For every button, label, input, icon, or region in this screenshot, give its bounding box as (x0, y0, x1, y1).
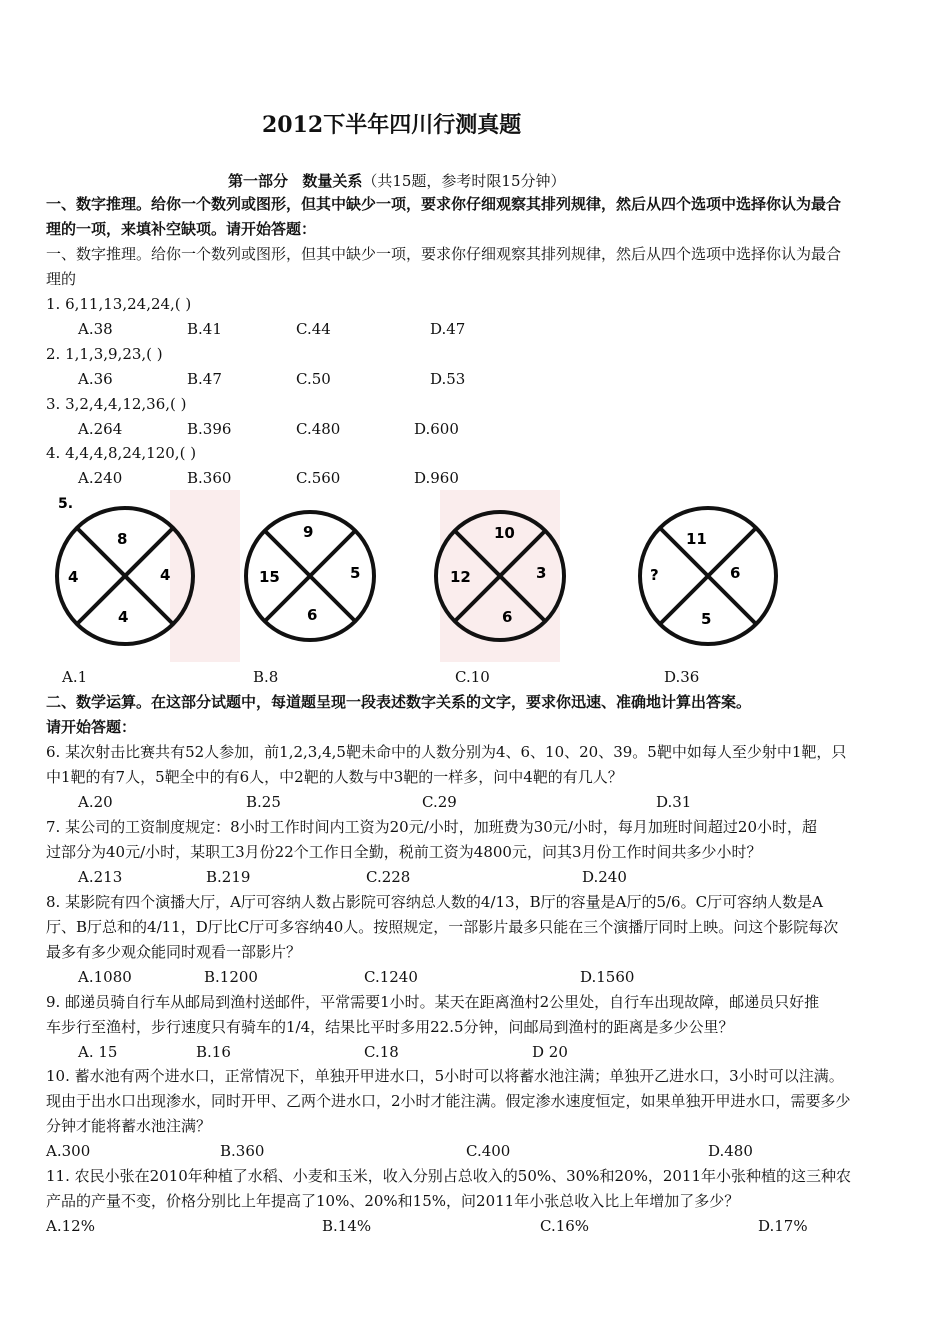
part1-instruction-plain-1: 一、数字推理。给你一个数列或图形，但其中缺少一项，要求你仔细观察其排列规律，然后从四个选项中选择你认为最合 (46, 245, 842, 263)
q11-option-d: D.17% (758, 1217, 808, 1235)
q5-option-d: D.36 (664, 668, 700, 686)
circle-2-left: 15 (259, 568, 280, 586)
circle-1-left: 4 (68, 568, 79, 586)
circle-2-right: 5 (350, 564, 361, 582)
q2-option-b: B.47 (187, 370, 222, 388)
page-title: 2012下半年四川行测真题 (262, 112, 522, 138)
q2-option-c: C.50 (296, 370, 331, 388)
section-heading (228, 170, 566, 191)
q4-option-a: A.240 (78, 469, 123, 487)
circle-1-top: 8 (117, 530, 128, 548)
q8-option-c: C.1240 (364, 968, 418, 986)
q2-option-d: D.53 (430, 370, 466, 388)
part2-instruction-2: 请开始答题： (46, 718, 137, 736)
circle-4-right: 6 (730, 564, 741, 582)
section-note: （共15题，参考时限15分钟） (362, 172, 566, 190)
q8-option-b: B.1200 (204, 968, 258, 986)
q10-option-c: C.400 (466, 1142, 511, 1160)
q4-option-c: C.560 (296, 469, 341, 487)
q8-option-a: A.1080 (78, 968, 132, 986)
q9-line-2: 车步行至渔村，步行速度只有骑车的1/4，结果比平时多用22.5分钟，问邮局到渔村的距离是多少公里？ (46, 1018, 734, 1036)
q11-option-c: C.16% (540, 1217, 590, 1235)
q7-line-1: 7. 某公司的工资制度规定：8小时工作时间内工资为20元/小时，加班费为30元/小时，每月加班时间超过20小时，超 (46, 818, 817, 836)
q11-line-1: 11. 农民小张在2010年种植了水稻、小麦和玉米，收入分别占总收入的50%、30%和20%，2011年小张种植的这三种农 (46, 1167, 851, 1185)
q5-option-a: A.1 (62, 668, 88, 686)
q7-line-2: 过部分为40元/小时，某职工3月份22个工作日全勤，税前工资为4800元，问其3月份工作时间共多少小时？ (46, 843, 762, 861)
q1-option-b: B.41 (187, 320, 222, 338)
q1-option-a: A.38 (78, 320, 113, 338)
q8-line-3: 最多有多少观众能同时观看一部影片？ (46, 943, 302, 961)
q3-option-d: D.600 (414, 420, 459, 438)
q11-option-a: A.12% (46, 1217, 95, 1235)
circle-4-top: 11 (686, 530, 707, 548)
q4-stem: 4. 4,4,4,8,24,120,( ) (46, 444, 197, 462)
q6-option-d: D.31 (656, 793, 692, 811)
part2-instruction-1: 二、数学运算。在这部分试题中，每道题呈现一段表述数字关系的文字，要求你迅速、准确地计算出答案。 (46, 693, 752, 711)
q6-option-b: B.25 (246, 793, 281, 811)
q7-option-b: B.219 (206, 868, 251, 886)
q5-option-c: C.10 (455, 668, 490, 686)
q9-option-d: D 20 (532, 1043, 568, 1061)
circle-3-left: 12 (450, 568, 471, 586)
circle-2-bottom: 6 (307, 606, 318, 624)
circle-4-bottom: 5 (701, 610, 712, 628)
q3-option-c: C.480 (296, 420, 341, 438)
q9-option-a: A. 15 (78, 1043, 118, 1061)
q3-option-b: B.396 (187, 420, 232, 438)
q5-option-b: B.8 (253, 668, 279, 686)
circle-1-right: 4 (160, 566, 171, 584)
circle-2 (246, 512, 374, 640)
section-part: 第一部分 (228, 172, 289, 190)
q3-option-a: A.264 (78, 420, 123, 438)
part1-instruction-bold-1: 一、数字推理。给你一个数列或图形，但其中缺少一项，要求你仔细观察其排列规律，然后从四个选项中选择你认为最合 (46, 195, 842, 213)
q8-line-1: 8. 某影院有四个演播大厅，A厅可容纳人数占影院可容纳总人数的4/13，B厅的容量是A厅的5/6。C厅可容纳人数是A (46, 893, 823, 911)
q6-option-a: A.20 (78, 793, 113, 811)
q1-option-c: C.44 (296, 320, 331, 338)
q10-option-a: A.300 (46, 1142, 91, 1160)
q8-line-2: 厅、B厅总和的4/11，D厅比C厅可多容纳40人。按照规定，一部影片最多只能在三个演播厅同时上映。问这个影院每次 (46, 918, 839, 936)
q4-option-d: D.960 (414, 469, 459, 487)
circle-4-left: ? (650, 566, 659, 584)
circle-2-top: 9 (303, 523, 314, 541)
section-name: 数量关系 (302, 172, 363, 190)
q5-label: 5. (58, 496, 74, 512)
q9-line-1: 9. 邮递员骑自行车从邮局到渔村送邮件，平常需要1小时。某天在距离渔村2公里处，自行车出现故障，邮递员只好推 (46, 993, 820, 1011)
circle-3-right: 3 (536, 564, 547, 582)
q10-line-2: 现由于出水口出现渗水，同时开甲、乙两个进水口，2小时才能注满。假定渗水速度恒定，如果单独开甲进水口，需要多少 (46, 1092, 851, 1110)
q11-line-2: 产品的产量不变，价格分别比上年提高了10%、20%和15%，问2011年小张总收入比上年增加了多少？ (46, 1192, 740, 1210)
q7-option-a: A.213 (78, 868, 123, 886)
q10-option-b: B.360 (220, 1142, 265, 1160)
q3-stem: 3. 3,2,4,4,12,36,( ) (46, 395, 187, 413)
q10-option-d: D.480 (708, 1142, 753, 1160)
part1-instruction-plain-2: 理的 (46, 270, 77, 288)
q9-option-b: B.16 (196, 1043, 231, 1061)
q7-option-c: C.228 (366, 868, 411, 886)
q1-stem: 1. 6,11,13,24,24,( ) (46, 295, 192, 313)
part1-instruction-bold-2: 理的一项，来填补空缺项。请开始答题： (46, 220, 317, 238)
circle-1-bottom: 4 (118, 608, 129, 626)
q2-stem: 2. 1,1,3,9,23,( ) (46, 345, 163, 363)
q8-option-d: D.1560 (580, 968, 635, 986)
q1-option-d: D.47 (430, 320, 466, 338)
q6-option-c: C.29 (422, 793, 457, 811)
q10-line-1: 10. 蓄水池有两个进水口，正常情况下，单独开甲进水口，5小时可以将蓄水池注满；单独开乙进水口，3小时可以注满。 (46, 1067, 844, 1085)
q6-line-1: 6. 某次射击比赛共有52人参加，前1,2,3,4,5靶未命中的人数分别为4、6、10、20、39。5靶中如每人至少射中1靶，只 (46, 743, 847, 761)
circle-3-top: 10 (494, 524, 515, 542)
q6-line-2: 中1靶的有7人，5靶全中的有6人，中2靶的人数与中3靶的一样多，问中4靶的有几人？ (46, 768, 623, 786)
q9-option-c: C.18 (364, 1043, 399, 1061)
q11-option-b: B.14% (322, 1217, 372, 1235)
circle-3-bottom: 6 (502, 608, 513, 626)
q5-figure (50, 490, 800, 662)
q10-line-3: 分钟才能将蓄水池注满？ (46, 1117, 212, 1135)
q4-option-b: B.360 (187, 469, 232, 487)
q7-option-d: D.240 (582, 868, 627, 886)
q2-option-a: A.36 (78, 370, 113, 388)
